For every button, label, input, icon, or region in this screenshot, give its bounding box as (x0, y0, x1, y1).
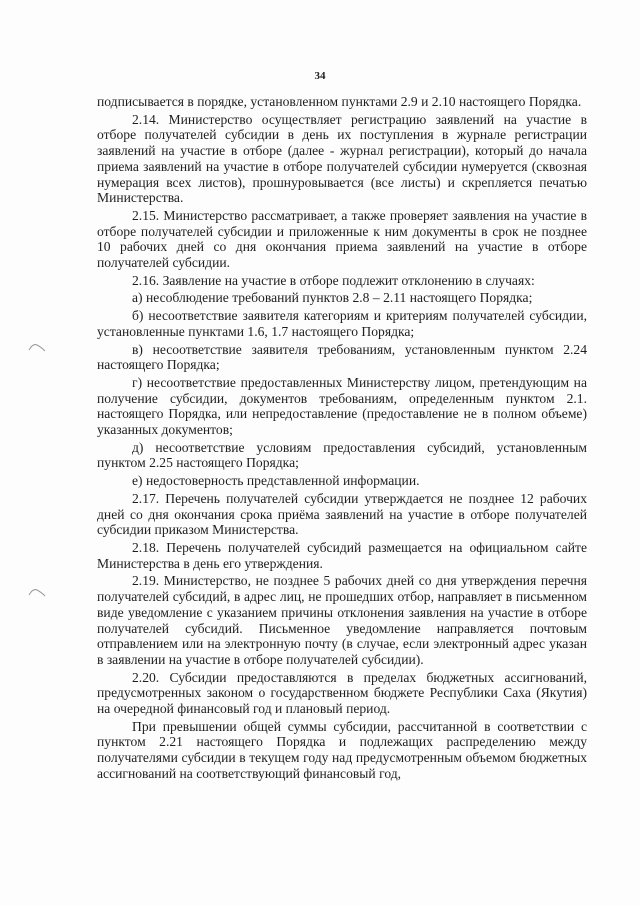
paragraph: 2.19. Министерство, не позднее 5 рабочих дней со дня утверждения перечня получателей субсидий, в адрес лиц, не прошедших отбор, направляет в письменном виде уведомление с указанием причины отклонения заявления на участие в отборе получателей субсидий. Письменное уведомление направляется почтовым отправлением или на электронную почту (в случае, если электронный адрес указан в заявлении на участие в отборе получателей субсидии). (97, 573, 587, 667)
document-body (97, 94, 587, 782)
paragraph: подписывается в порядке, установленном пунктами 2.9 и 2.10 настоящего Порядка. (97, 94, 582, 109)
paragraph: 2.14. Министерство осуществляет регистрацию заявлений на участие в отборе получателей субсидии в день их поступления в журнале регистрации заявлений на участие в отборе (далее - журнал регистрации), который до начала приема заявлений на участие в отборе получателей субсидии нумеруется (сквозная нумерация всех листов), прошнуровывается (все листы) и скрепляется печатью Министерства. (97, 111, 587, 206)
paragraph: д) несоответствие условиям предоставления субсидий, установленным пунктом 2.25 настоящего Порядка; (97, 439, 587, 471)
paragraph: а) несоблюдение требований пунктов 2.8 – 2.11 настоящего Порядка; (132, 290, 533, 306)
paragraph: 2.15. Министерство рассматривает, а также проверяет заявления на участие в отборе получателей субсидии и приложенные к ним документы в срок не позднее 10 рабочих дней со дня окончания приема заявлений на участие в отборе получателей субсидии. (97, 207, 587, 271)
paragraph: г) несоответствие предоставленных Министерству лицом, претендующим на получение субсидии, документов требованиям, определенным пунктом 2.1. настоящего Порядка, или непредоставление (предоставление не в полном объеме) указанных документов; (97, 374, 587, 438)
binding-hole-mark (28, 342, 46, 352)
paragraph: 2.16. Заявление на участие в отборе подлежит отклонению в случаях: (132, 272, 535, 288)
paragraph: е) недостоверность представленной информации. (132, 473, 420, 489)
paragraph: 2.20. Субсидии предоставляются в пределах бюджетных ассигнований, предусмотренных законом о государственном бюджете Республики Саха (Якутия) на очередной финансовый год и плановый период. (97, 669, 587, 717)
paragraph: 2.17. Перечень получателей субсидии утверждается не позднее 12 рабочих дней со дня окончания срока приёма заявлений на участие в отборе получателей субсидии приказом Министерства. (97, 490, 587, 538)
paragraph: 2.18. Перечень получателей субсидий размещается на официальном сайте Министерства в день его утверждения. (97, 539, 587, 571)
page-number: 34 (314, 70, 326, 82)
paragraph: При превышении общей суммы субсидии, рассчитанной в соответствии с пунктом 2.21 настоящего Порядка и подлежащих распределению между получателями субсидии в текущем году над предусмотренным объемом бюджетных ассигнований на соответствующий финансовый год, (97, 718, 587, 781)
binding-hole-mark (28, 587, 46, 597)
paragraph: в) несоответствие заявителя требованиям, установленным пунктом 2.24 настоящего Порядка; (97, 341, 587, 373)
paragraph: б) несоответствие заявителя категориям и критериям получателей субсидии, установленные пунктами 1.6, 1.7 настоящего Порядка; (97, 308, 587, 339)
